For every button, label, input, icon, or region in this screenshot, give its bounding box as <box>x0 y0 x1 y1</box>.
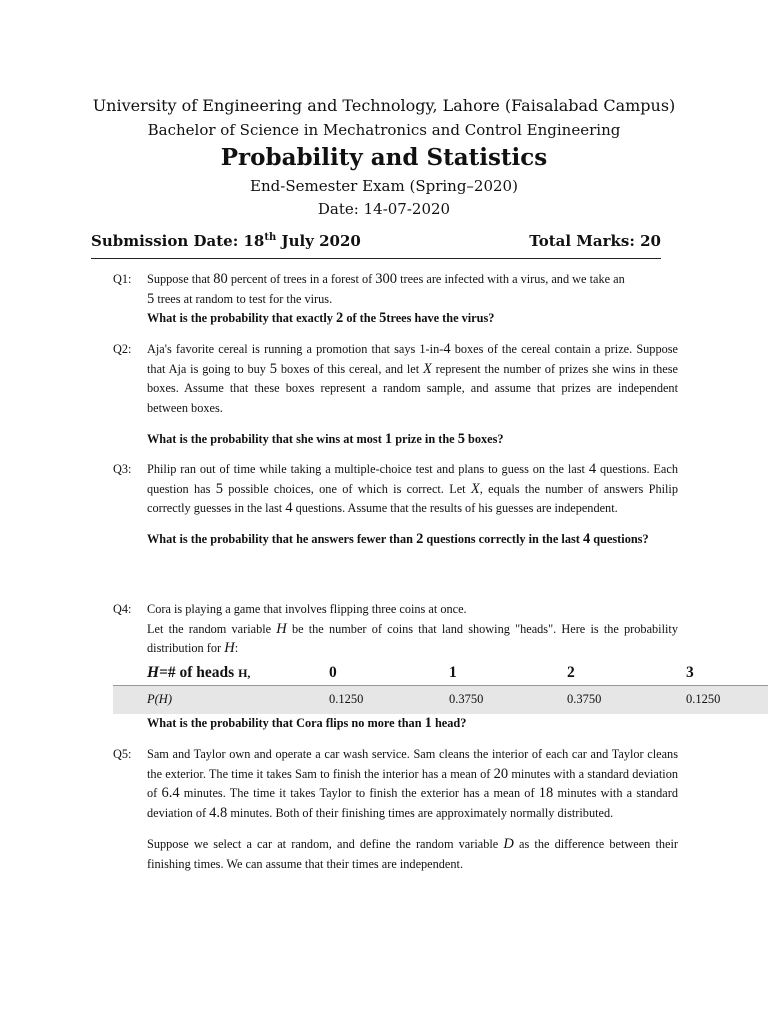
header-divider <box>91 258 661 259</box>
table-cell: 0.1250 <box>329 692 364 706</box>
table-header-label: H=# of heads H, <box>147 664 251 681</box>
university-name: University of Engineering and Technology, Lahore (Faisalabad Campus) <box>92 96 676 115</box>
question-text: Philip ran out of time while taking a multiple-choice test and plans to guess on the last 4 questions. Each question has 5 possible choices, one of which is correct. Let X, equals the number of answers Philip correctly guesses in the last 4 questions. Assume that the results of his guesses are independent. <box>147 461 679 517</box>
submission-date: Submission Date: 18th July 2020 <box>91 232 361 250</box>
question-ask: What is the probability that she wins at most 1 prize in the 5 boxes? <box>147 430 504 447</box>
question-4 <box>113 600 678 659</box>
question-ask: What is the probability that Cora flips no more than 1 head? <box>147 715 467 731</box>
question-ask: What is the probability that exactly 2 of the 5trees have the virus? <box>147 310 495 327</box>
table-header-row <box>113 659 768 685</box>
table-header-cell: 2 <box>567 664 575 681</box>
question-1 <box>113 270 678 329</box>
table-header-cell: 3 <box>686 664 694 681</box>
exam-date: Date: 14-07-2020 <box>317 200 451 218</box>
question-text: Suppose that 80 percent of trees in a forest of 300 trees are infected with a virus, and we take an 5 trees at random to test for the virus. <box>147 271 625 307</box>
program-name: Bachelor of Science in Mechatronics and Control Engineering <box>147 121 621 139</box>
table-header-cell: 0 <box>329 664 337 681</box>
table-cell: 0.1250 <box>686 692 721 706</box>
course-title: Probability and Statistics <box>220 144 548 171</box>
table-row-label: P(H) <box>147 692 172 706</box>
submission-line <box>91 232 661 258</box>
question-number: Q5: <box>113 747 132 761</box>
question-text: Sam and Taylor own and operate a car wash service. Sam cleans the interior of each car and Taylor cleans the exterior. The time it takes Sam to finish the interior has a mean of 20 minutes with a standard deviation of 6.4 minutes. The time it takes Taylor to finish the exterior has a mean of 18 minutes with a standard deviation of 4.8 minutes. Both of their finishing times are approximately normally distributed. <box>147 747 679 822</box>
probability-distribution-table <box>113 659 768 714</box>
question-ask: What is the probability that he answers fewer than 2 questions correctly in the last 4 questions? <box>147 531 649 548</box>
question-4-ask <box>113 714 678 734</box>
exam-name: End-Semester Exam (Spring–2020) <box>250 177 518 195</box>
question-5 <box>113 745 678 874</box>
question-3 <box>113 460 678 550</box>
table-cell: 0.3750 <box>567 692 602 706</box>
question-number: Q4: <box>113 602 132 616</box>
question-text-2: Let the random variable H be the number of coins that land showing "heads". Here is the probability distribution for H: <box>147 620 678 657</box>
table-row <box>113 685 768 714</box>
table-cell: 0.3750 <box>449 692 484 706</box>
question-number: Q2: <box>113 342 132 356</box>
question-text: Cora is playing a game that involves flipping three coins at once. <box>147 602 467 616</box>
question-2 <box>113 340 678 450</box>
question-text: Aja's favorite cereal is running a promotion that says 1-in-4 boxes of the cereal contain a prize. Suppose that Aja is going to buy 5 boxes of this cereal, and let X represent the number of prizes she wins in these boxes. Assume that these boxes represent a random sample, and assume that prizes are independent between boxes. <box>147 341 679 416</box>
table-header-cell: 1 <box>449 664 457 681</box>
question-number: Q3: <box>113 462 132 476</box>
total-marks: Total Marks: 20 <box>529 232 661 250</box>
question-number: Q1: <box>113 272 132 286</box>
question-text-2: Suppose we select a car at random, and define the random variable D as the difference between their finishing times. We can assume that their times are independent. <box>147 835 678 871</box>
